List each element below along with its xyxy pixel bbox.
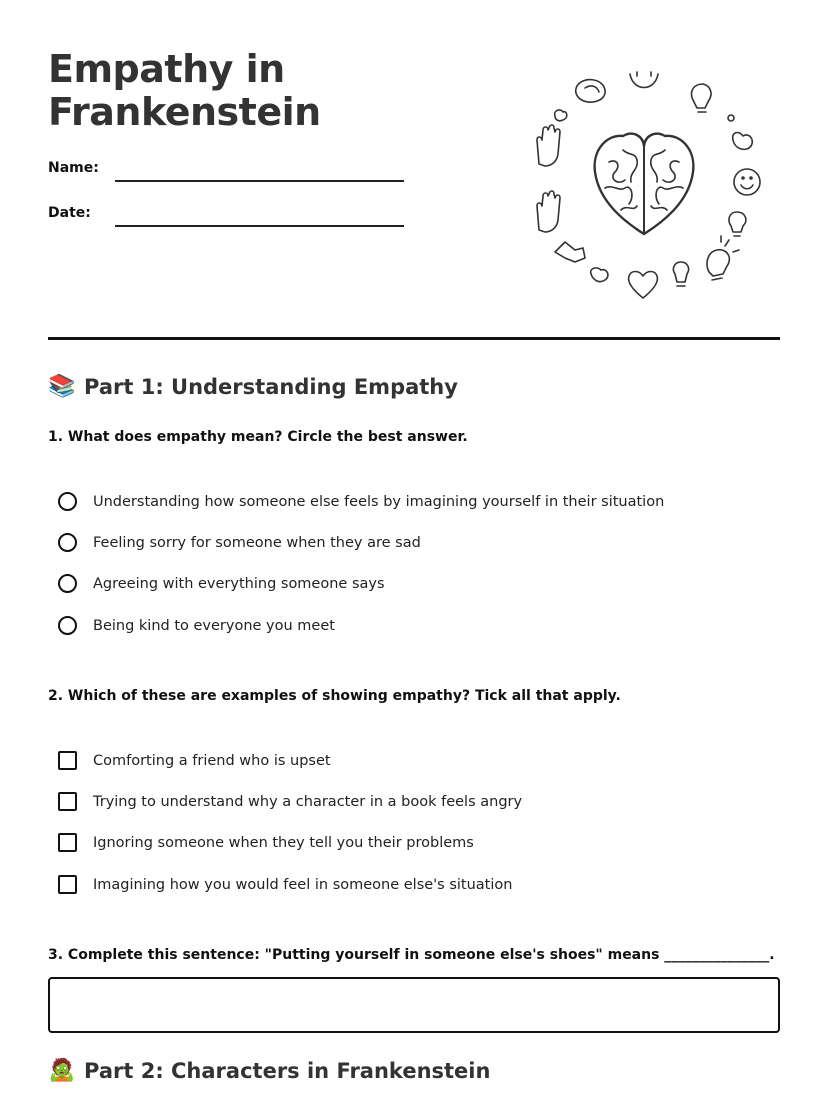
q1-option[interactable] [58,492,664,511]
part1-heading-text: Part 1: Understanding Empathy [84,374,458,399]
option-label: Comforting a friend who is upset [93,752,331,769]
radio-button[interactable] [58,574,77,593]
checkbox[interactable] [58,751,77,770]
books-icon: 📚 [48,374,76,399]
option-label: Being kind to everyone you meet [93,617,335,634]
checkbox[interactable] [58,833,77,852]
question-3: 3. Complete this sentence: "Putting yourself in someone else's shoes" means _______________. [48,947,775,963]
checkbox[interactable] [58,875,77,894]
part1-heading [48,374,458,399]
part2-heading-text: Part 2: Characters in Frankenstein [84,1058,491,1083]
date-label: Date: [48,205,91,221]
q2-option[interactable] [58,751,331,770]
q2-option[interactable] [58,833,474,852]
option-label: Imagining how you would feel in someone else's situation [93,876,513,893]
answer-textbox[interactable] [48,977,780,1033]
zombie-icon: 🧟 [48,1058,76,1083]
title-line-2: Frankenstein [48,90,321,134]
q1-option[interactable] [58,574,385,593]
question-2: 2. Which of these are examples of showing empathy? Tick all that apply. [48,688,621,704]
name-field[interactable] [115,180,404,182]
radio-button[interactable] [58,533,77,552]
question-1: 1. What does empathy mean? Circle the best answer. [48,429,468,445]
option-label: Understanding how someone else feels by imagining yourself in their situation [93,493,665,510]
q1-option[interactable] [58,616,335,635]
name-label: Name: [48,160,99,176]
date-field[interactable] [115,225,404,227]
option-label: Ignoring someone when they tell you their problems [93,834,474,851]
option-label: Agreeing with everything someone says [93,575,385,592]
section-divider [48,337,780,340]
radio-button[interactable] [58,492,77,511]
q1-option[interactable] [58,533,421,552]
brain-heart-icon [525,62,770,302]
worksheet-title [48,48,321,134]
radio-button[interactable] [58,616,77,635]
checkbox[interactable] [58,792,77,811]
q2-option[interactable] [58,792,522,811]
option-label: Feeling sorry for someone when they are sad [93,534,421,551]
option-label: Trying to understand why a character in a book feels angry [93,793,523,810]
title-line-1: Empathy in [48,47,285,91]
q2-option[interactable] [58,875,512,894]
part2-heading [48,1058,490,1083]
